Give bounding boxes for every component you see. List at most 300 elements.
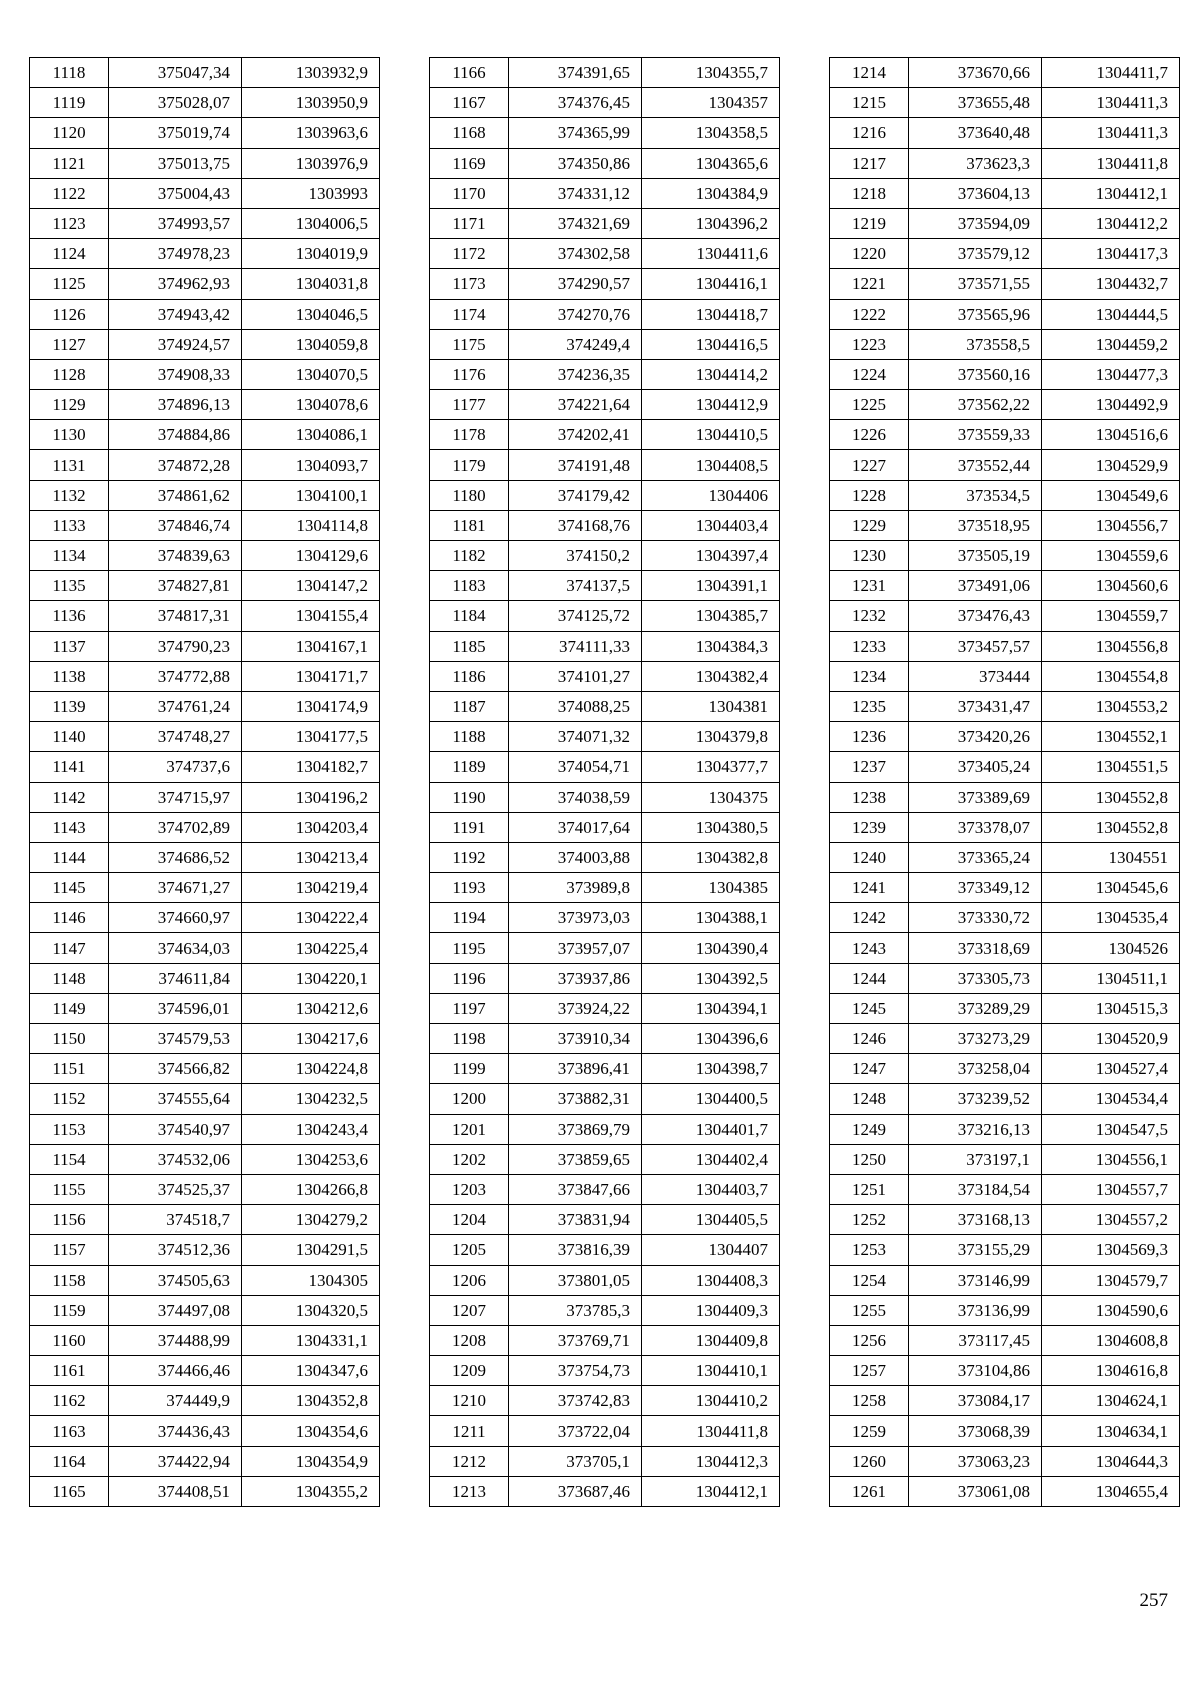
x-coordinate-cell: 374993,57 xyxy=(109,208,242,238)
y-coordinate-cell: 1304551 xyxy=(1042,842,1180,872)
point-number-cell: 1187 xyxy=(430,691,509,721)
point-number-cell: 1230 xyxy=(830,541,909,571)
point-number-cell: 1153 xyxy=(30,1114,109,1144)
point-number-cell: 1213 xyxy=(430,1476,509,1506)
y-coordinate-cell: 1304556,7 xyxy=(1042,510,1180,540)
x-coordinate-cell: 374449,9 xyxy=(109,1386,242,1416)
x-coordinate-cell: 373273,29 xyxy=(909,1024,1042,1054)
x-coordinate-cell: 373318,69 xyxy=(909,933,1042,963)
x-coordinate-cell: 374525,37 xyxy=(109,1174,242,1204)
table-row xyxy=(430,752,780,782)
x-coordinate-cell: 374088,25 xyxy=(509,691,642,721)
x-coordinate-cell: 373505,19 xyxy=(909,541,1042,571)
x-coordinate-cell: 374290,57 xyxy=(509,269,642,299)
y-coordinate-cell: 1304354,6 xyxy=(242,1416,380,1446)
point-number-cell: 1246 xyxy=(830,1024,909,1054)
table-row xyxy=(830,359,1180,389)
table-row xyxy=(430,812,780,842)
x-coordinate-cell: 374202,41 xyxy=(509,420,642,450)
point-number-cell: 1231 xyxy=(830,571,909,601)
table-row xyxy=(30,571,380,601)
table-row xyxy=(830,541,1180,571)
table-row xyxy=(30,1476,380,1506)
table-row xyxy=(830,420,1180,450)
x-coordinate-cell: 373068,39 xyxy=(909,1416,1042,1446)
point-number-cell: 1226 xyxy=(830,420,909,450)
point-number-cell: 1224 xyxy=(830,359,909,389)
coordinates-table-2 xyxy=(429,57,780,1507)
table-row xyxy=(430,1235,780,1265)
y-coordinate-cell: 1304232,5 xyxy=(242,1084,380,1114)
y-coordinate-cell: 1304070,5 xyxy=(242,359,380,389)
table-row xyxy=(830,1295,1180,1325)
y-coordinate-cell: 1304412,1 xyxy=(1042,178,1180,208)
y-coordinate-cell: 1304559,7 xyxy=(1042,601,1180,631)
x-coordinate-cell: 374579,53 xyxy=(109,1024,242,1054)
x-coordinate-cell: 373061,08 xyxy=(909,1476,1042,1506)
point-number-cell: 1223 xyxy=(830,329,909,359)
x-coordinate-cell: 373705,1 xyxy=(509,1446,642,1476)
y-coordinate-cell: 1304266,8 xyxy=(242,1174,380,1204)
x-coordinate-cell: 374408,51 xyxy=(109,1476,242,1506)
y-coordinate-cell: 1304410,1 xyxy=(642,1356,780,1386)
x-coordinate-cell: 373687,46 xyxy=(509,1476,642,1506)
y-coordinate-cell: 1304385,7 xyxy=(642,601,780,631)
point-number-cell: 1126 xyxy=(30,299,109,329)
table-row xyxy=(430,842,780,872)
table-row xyxy=(430,480,780,510)
table-row xyxy=(830,691,1180,721)
table-row xyxy=(30,329,380,359)
point-number-cell: 1197 xyxy=(430,993,509,1023)
y-coordinate-cell: 1304357 xyxy=(642,88,780,118)
point-number-cell: 1242 xyxy=(830,903,909,933)
x-coordinate-cell: 374596,01 xyxy=(109,993,242,1023)
x-coordinate-cell: 374137,5 xyxy=(509,571,642,601)
y-coordinate-cell: 1304385 xyxy=(642,873,780,903)
point-number-cell: 1209 xyxy=(430,1356,509,1386)
x-coordinate-cell: 374737,6 xyxy=(109,752,242,782)
y-coordinate-cell: 1304551,5 xyxy=(1042,752,1180,782)
x-coordinate-cell: 373562,22 xyxy=(909,390,1042,420)
y-coordinate-cell: 1304411,8 xyxy=(1042,148,1180,178)
x-coordinate-cell: 374125,72 xyxy=(509,601,642,631)
y-coordinate-cell: 1304392,5 xyxy=(642,963,780,993)
x-coordinate-cell: 373937,86 xyxy=(509,963,642,993)
x-coordinate-cell: 373330,72 xyxy=(909,903,1042,933)
point-number-cell: 1180 xyxy=(430,480,509,510)
point-number-cell: 1172 xyxy=(430,239,509,269)
table-row xyxy=(830,1084,1180,1114)
point-number-cell: 1206 xyxy=(430,1265,509,1295)
y-coordinate-cell: 1304355,2 xyxy=(242,1476,380,1506)
y-coordinate-cell: 1304182,7 xyxy=(242,752,380,782)
point-number-cell: 1157 xyxy=(30,1235,109,1265)
point-number-cell: 1218 xyxy=(830,178,909,208)
x-coordinate-cell: 374962,93 xyxy=(109,269,242,299)
point-number-cell: 1156 xyxy=(30,1205,109,1235)
y-coordinate-cell: 1304569,3 xyxy=(1042,1235,1180,1265)
x-coordinate-cell: 374896,13 xyxy=(109,390,242,420)
y-coordinate-cell: 1304171,7 xyxy=(242,661,380,691)
y-coordinate-cell: 1304305 xyxy=(242,1265,380,1295)
x-coordinate-cell: 374817,31 xyxy=(109,601,242,631)
y-coordinate-cell: 1304409,8 xyxy=(642,1325,780,1355)
y-coordinate-cell: 1304224,8 xyxy=(242,1054,380,1084)
table-row xyxy=(30,480,380,510)
x-coordinate-cell: 373801,05 xyxy=(509,1265,642,1295)
y-coordinate-cell: 1304444,5 xyxy=(1042,299,1180,329)
table-row xyxy=(830,239,1180,269)
x-coordinate-cell: 374671,27 xyxy=(109,873,242,903)
point-number-cell: 1182 xyxy=(430,541,509,571)
table-row xyxy=(30,903,380,933)
x-coordinate-cell: 373063,23 xyxy=(909,1446,1042,1476)
y-coordinate-cell: 1304655,4 xyxy=(1042,1476,1180,1506)
point-number-cell: 1127 xyxy=(30,329,109,359)
x-coordinate-cell: 374839,63 xyxy=(109,541,242,571)
point-number-cell: 1151 xyxy=(30,1054,109,1084)
point-number-cell: 1241 xyxy=(830,873,909,903)
table-row xyxy=(430,148,780,178)
point-number-cell: 1250 xyxy=(830,1144,909,1174)
x-coordinate-cell: 374376,45 xyxy=(509,88,642,118)
table-row xyxy=(30,1386,380,1416)
point-number-cell: 1261 xyxy=(830,1476,909,1506)
y-coordinate-cell: 1304477,3 xyxy=(1042,359,1180,389)
y-coordinate-cell: 1304411,8 xyxy=(642,1416,780,1446)
table-row xyxy=(430,118,780,148)
table-row xyxy=(830,571,1180,601)
y-coordinate-cell: 1304217,6 xyxy=(242,1024,380,1054)
point-number-cell: 1173 xyxy=(430,269,509,299)
point-number-cell: 1145 xyxy=(30,873,109,903)
table-row xyxy=(30,299,380,329)
y-coordinate-cell: 1304432,7 xyxy=(1042,269,1180,299)
y-coordinate-cell: 1304556,1 xyxy=(1042,1144,1180,1174)
y-coordinate-cell: 1304222,4 xyxy=(242,903,380,933)
x-coordinate-cell: 373258,04 xyxy=(909,1054,1042,1084)
y-coordinate-cell: 1304253,6 xyxy=(242,1144,380,1174)
point-number-cell: 1210 xyxy=(430,1386,509,1416)
point-number-cell: 1121 xyxy=(30,148,109,178)
x-coordinate-cell: 374179,42 xyxy=(509,480,642,510)
y-coordinate-cell: 1304407 xyxy=(642,1235,780,1265)
y-coordinate-cell: 1304411,3 xyxy=(1042,118,1180,148)
y-coordinate-cell: 1304405,5 xyxy=(642,1205,780,1235)
x-coordinate-cell: 373534,5 xyxy=(909,480,1042,510)
x-coordinate-cell: 373305,73 xyxy=(909,963,1042,993)
x-coordinate-cell: 373491,06 xyxy=(909,571,1042,601)
point-number-cell: 1186 xyxy=(430,661,509,691)
x-coordinate-cell: 373184,54 xyxy=(909,1174,1042,1204)
table-row xyxy=(830,1265,1180,1295)
y-coordinate-cell: 1304529,9 xyxy=(1042,450,1180,480)
x-coordinate-cell: 373882,31 xyxy=(509,1084,642,1114)
point-number-cell: 1221 xyxy=(830,269,909,299)
table-row xyxy=(830,1024,1180,1054)
x-coordinate-cell: 373104,86 xyxy=(909,1356,1042,1386)
table-row xyxy=(830,88,1180,118)
y-coordinate-cell: 1304408,5 xyxy=(642,450,780,480)
y-coordinate-cell: 1304644,3 xyxy=(1042,1446,1180,1476)
y-coordinate-cell: 1304409,3 xyxy=(642,1295,780,1325)
point-number-cell: 1128 xyxy=(30,359,109,389)
table-row xyxy=(830,450,1180,480)
x-coordinate-cell: 374270,76 xyxy=(509,299,642,329)
table-row xyxy=(30,1084,380,1114)
point-number-cell: 1134 xyxy=(30,541,109,571)
x-coordinate-cell: 374191,48 xyxy=(509,450,642,480)
y-coordinate-cell: 1304410,2 xyxy=(642,1386,780,1416)
table-row xyxy=(830,1446,1180,1476)
x-coordinate-cell: 374924,57 xyxy=(109,329,242,359)
table-row xyxy=(30,450,380,480)
point-number-cell: 1208 xyxy=(430,1325,509,1355)
point-number-cell: 1248 xyxy=(830,1084,909,1114)
y-coordinate-cell: 1304416,1 xyxy=(642,269,780,299)
point-number-cell: 1174 xyxy=(430,299,509,329)
point-number-cell: 1184 xyxy=(430,601,509,631)
coordinates-table-3 xyxy=(829,57,1180,1507)
y-coordinate-cell: 1304391,1 xyxy=(642,571,780,601)
table-row xyxy=(430,873,780,903)
point-number-cell: 1199 xyxy=(430,1054,509,1084)
y-coordinate-cell: 1304212,6 xyxy=(242,993,380,1023)
x-coordinate-cell: 374702,89 xyxy=(109,812,242,842)
point-number-cell: 1214 xyxy=(830,58,909,88)
point-number-cell: 1198 xyxy=(430,1024,509,1054)
y-coordinate-cell: 1304634,1 xyxy=(1042,1416,1180,1446)
y-coordinate-cell: 1304358,5 xyxy=(642,118,780,148)
x-coordinate-cell: 373084,17 xyxy=(909,1386,1042,1416)
point-number-cell: 1125 xyxy=(30,269,109,299)
table-row xyxy=(830,510,1180,540)
y-coordinate-cell: 1304403,4 xyxy=(642,510,780,540)
table-row xyxy=(30,782,380,812)
table-row xyxy=(30,873,380,903)
x-coordinate-cell: 375013,75 xyxy=(109,148,242,178)
table-row xyxy=(30,1416,380,1446)
y-coordinate-cell: 1304397,4 xyxy=(642,541,780,571)
y-coordinate-cell: 1304401,7 xyxy=(642,1114,780,1144)
y-coordinate-cell: 1304203,4 xyxy=(242,812,380,842)
point-number-cell: 1123 xyxy=(30,208,109,238)
point-number-cell: 1189 xyxy=(430,752,509,782)
x-coordinate-cell: 374686,52 xyxy=(109,842,242,872)
point-number-cell: 1220 xyxy=(830,239,909,269)
x-coordinate-cell: 374908,33 xyxy=(109,359,242,389)
point-number-cell: 1120 xyxy=(30,118,109,148)
y-coordinate-cell: 1304553,2 xyxy=(1042,691,1180,721)
table-row xyxy=(830,1356,1180,1386)
y-coordinate-cell: 1304291,5 xyxy=(242,1235,380,1265)
table-row xyxy=(430,541,780,571)
y-coordinate-cell: 1304412,1 xyxy=(642,1476,780,1506)
table-row xyxy=(30,1446,380,1476)
table-row xyxy=(830,1114,1180,1144)
point-number-cell: 1237 xyxy=(830,752,909,782)
table-row xyxy=(830,722,1180,752)
x-coordinate-cell: 373722,04 xyxy=(509,1416,642,1446)
x-coordinate-cell: 374302,58 xyxy=(509,239,642,269)
table-row xyxy=(30,1054,380,1084)
table-row xyxy=(30,933,380,963)
table-row xyxy=(30,269,380,299)
y-coordinate-cell: 1304400,5 xyxy=(642,1084,780,1114)
point-number-cell: 1135 xyxy=(30,571,109,601)
table-row xyxy=(830,601,1180,631)
x-coordinate-cell: 373831,94 xyxy=(509,1205,642,1235)
point-number-cell: 1171 xyxy=(430,208,509,238)
point-number-cell: 1165 xyxy=(30,1476,109,1506)
point-number-cell: 1254 xyxy=(830,1265,909,1295)
y-coordinate-cell: 1304219,4 xyxy=(242,873,380,903)
table-row xyxy=(830,269,1180,299)
point-number-cell: 1185 xyxy=(430,631,509,661)
x-coordinate-cell: 374236,35 xyxy=(509,359,642,389)
x-coordinate-cell: 373389,69 xyxy=(909,782,1042,812)
y-coordinate-cell: 1304556,8 xyxy=(1042,631,1180,661)
point-number-cell: 1211 xyxy=(430,1416,509,1446)
y-coordinate-cell: 1304560,6 xyxy=(1042,571,1180,601)
point-number-cell: 1212 xyxy=(430,1446,509,1476)
x-coordinate-cell: 374978,23 xyxy=(109,239,242,269)
y-coordinate-cell: 1304403,7 xyxy=(642,1174,780,1204)
y-coordinate-cell: 1304396,6 xyxy=(642,1024,780,1054)
y-coordinate-cell: 1304220,1 xyxy=(242,963,380,993)
y-coordinate-cell: 1304213,4 xyxy=(242,842,380,872)
y-coordinate-cell: 1304379,8 xyxy=(642,722,780,752)
table-row xyxy=(430,1476,780,1506)
point-number-cell: 1215 xyxy=(830,88,909,118)
x-coordinate-cell: 373816,39 xyxy=(509,1235,642,1265)
x-coordinate-cell: 373289,29 xyxy=(909,993,1042,1023)
table-row xyxy=(830,1386,1180,1416)
y-coordinate-cell: 1304388,1 xyxy=(642,903,780,933)
x-coordinate-cell: 374422,94 xyxy=(109,1446,242,1476)
y-coordinate-cell: 1304078,6 xyxy=(242,390,380,420)
x-coordinate-cell: 374350,86 xyxy=(509,148,642,178)
y-coordinate-cell: 1304552,8 xyxy=(1042,812,1180,842)
table-row xyxy=(30,541,380,571)
point-number-cell: 1176 xyxy=(430,359,509,389)
table-row xyxy=(430,178,780,208)
point-number-cell: 1236 xyxy=(830,722,909,752)
x-coordinate-cell: 373197,1 xyxy=(909,1144,1042,1174)
point-number-cell: 1141 xyxy=(30,752,109,782)
x-coordinate-cell: 374071,32 xyxy=(509,722,642,752)
point-number-cell: 1177 xyxy=(430,390,509,420)
y-coordinate-cell: 1304527,4 xyxy=(1042,1054,1180,1084)
table-row xyxy=(830,903,1180,933)
y-coordinate-cell: 1304114,8 xyxy=(242,510,380,540)
table-row xyxy=(830,329,1180,359)
point-number-cell: 1200 xyxy=(430,1084,509,1114)
table-row xyxy=(30,1325,380,1355)
y-coordinate-cell: 1304394,1 xyxy=(642,993,780,1023)
table-row xyxy=(30,842,380,872)
point-number-cell: 1217 xyxy=(830,148,909,178)
x-coordinate-cell: 374365,99 xyxy=(509,118,642,148)
y-coordinate-cell: 1304412,3 xyxy=(642,1446,780,1476)
table-row xyxy=(30,1174,380,1204)
x-coordinate-cell: 373146,99 xyxy=(909,1265,1042,1295)
y-coordinate-cell: 1304354,9 xyxy=(242,1446,380,1476)
point-number-cell: 1202 xyxy=(430,1144,509,1174)
point-number-cell: 1228 xyxy=(830,480,909,510)
table-row xyxy=(830,1416,1180,1446)
point-number-cell: 1260 xyxy=(830,1446,909,1476)
point-number-cell: 1258 xyxy=(830,1386,909,1416)
table-row xyxy=(430,1024,780,1054)
table-row xyxy=(430,269,780,299)
point-number-cell: 1232 xyxy=(830,601,909,631)
point-number-cell: 1195 xyxy=(430,933,509,963)
y-coordinate-cell: 1303932,9 xyxy=(242,58,380,88)
table-row xyxy=(430,1265,780,1295)
x-coordinate-cell: 373476,43 xyxy=(909,601,1042,631)
x-coordinate-cell: 373924,22 xyxy=(509,993,642,1023)
y-coordinate-cell: 1304608,8 xyxy=(1042,1325,1180,1355)
point-number-cell: 1168 xyxy=(430,118,509,148)
x-coordinate-cell: 374436,43 xyxy=(109,1416,242,1446)
point-number-cell: 1188 xyxy=(430,722,509,752)
point-number-cell: 1234 xyxy=(830,661,909,691)
point-number-cell: 1140 xyxy=(30,722,109,752)
point-number-cell: 1219 xyxy=(830,208,909,238)
x-coordinate-cell: 374221,64 xyxy=(509,390,642,420)
point-number-cell: 1139 xyxy=(30,691,109,721)
y-coordinate-cell: 1304155,4 xyxy=(242,601,380,631)
point-number-cell: 1167 xyxy=(430,88,509,118)
table-row xyxy=(30,178,380,208)
x-coordinate-cell: 373579,12 xyxy=(909,239,1042,269)
point-number-cell: 1259 xyxy=(830,1416,909,1446)
table-row xyxy=(430,329,780,359)
table-row xyxy=(30,691,380,721)
point-number-cell: 1131 xyxy=(30,450,109,480)
x-coordinate-cell: 373742,83 xyxy=(509,1386,642,1416)
y-coordinate-cell: 1304377,7 xyxy=(642,752,780,782)
y-coordinate-cell: 1304416,5 xyxy=(642,329,780,359)
table-row xyxy=(830,752,1180,782)
y-coordinate-cell: 1304177,5 xyxy=(242,722,380,752)
y-coordinate-cell: 1304492,9 xyxy=(1042,390,1180,420)
x-coordinate-cell: 374532,06 xyxy=(109,1144,242,1174)
y-coordinate-cell: 1304355,7 xyxy=(642,58,780,88)
table-row xyxy=(30,601,380,631)
x-coordinate-cell: 374054,71 xyxy=(509,752,642,782)
table-row xyxy=(430,903,780,933)
y-coordinate-cell: 1304414,2 xyxy=(642,359,780,389)
table-row xyxy=(830,963,1180,993)
x-coordinate-cell: 374715,97 xyxy=(109,782,242,812)
y-coordinate-cell: 1304579,7 xyxy=(1042,1265,1180,1295)
point-number-cell: 1181 xyxy=(430,510,509,540)
y-coordinate-cell: 1304557,2 xyxy=(1042,1205,1180,1235)
point-number-cell: 1132 xyxy=(30,480,109,510)
point-number-cell: 1138 xyxy=(30,661,109,691)
y-coordinate-cell: 1304459,2 xyxy=(1042,329,1180,359)
y-coordinate-cell: 1304412,2 xyxy=(1042,208,1180,238)
x-coordinate-cell: 374391,65 xyxy=(509,58,642,88)
point-number-cell: 1146 xyxy=(30,903,109,933)
point-number-cell: 1155 xyxy=(30,1174,109,1204)
point-number-cell: 1255 xyxy=(830,1295,909,1325)
x-coordinate-cell: 373216,13 xyxy=(909,1114,1042,1144)
table-row xyxy=(830,812,1180,842)
